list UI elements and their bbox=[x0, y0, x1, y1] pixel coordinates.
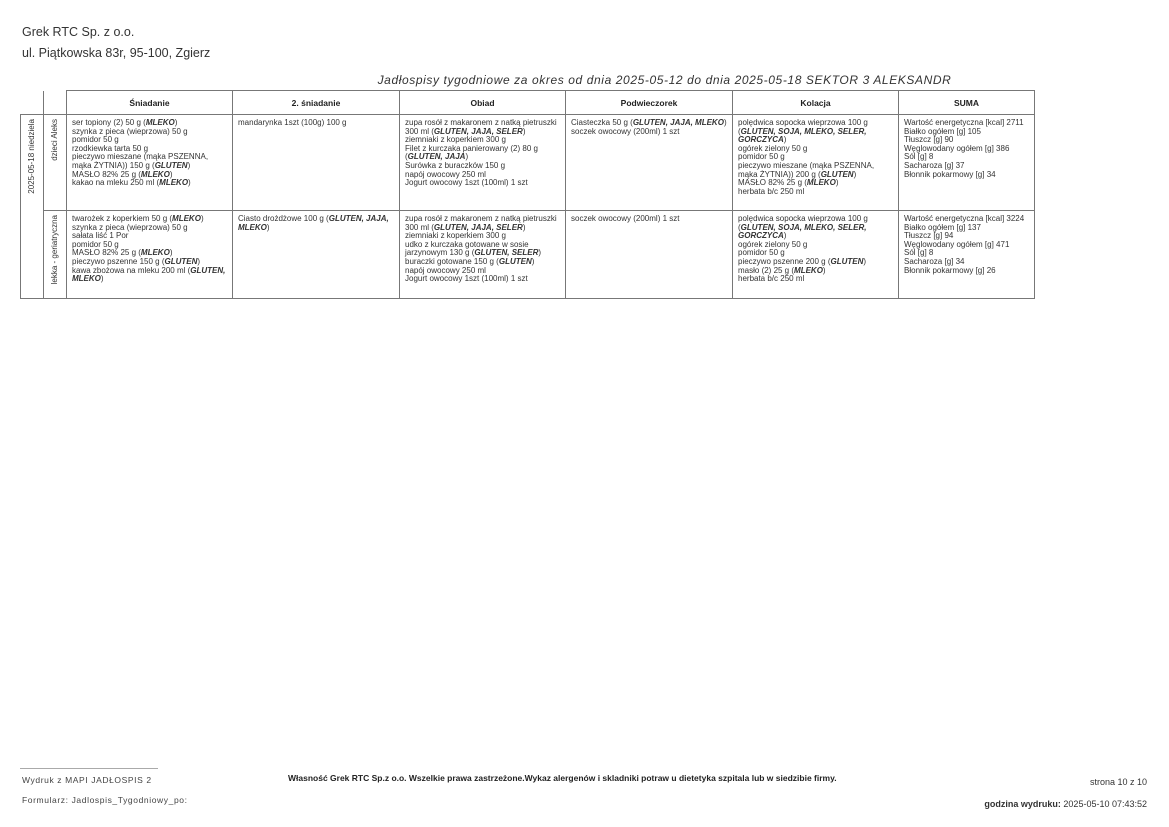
meal-cell-dinner bbox=[733, 211, 899, 299]
item-text: ser topiony (2) 50 g ( bbox=[72, 118, 146, 127]
date-cell bbox=[21, 115, 44, 299]
allergen-text: MLEKO bbox=[159, 178, 189, 188]
column-header-breakfast: Śniadanie bbox=[67, 91, 233, 115]
item-text: ) bbox=[723, 118, 727, 127]
rights-notice: Własność Grek RTC Sp.z o.o. Wszelkie prawa zastrzeżone.Wykaz alergenów i skladniki potraw u dietetyka szpitala lub w siedzibie firmy. bbox=[288, 773, 837, 783]
item-text: Sól [g] 8 bbox=[904, 248, 934, 258]
item-text: soczek owocowy (200ml) 1 szt bbox=[571, 126, 680, 136]
cell-line bbox=[405, 179, 560, 188]
item-text: rzodkiewka tarta 50 g bbox=[72, 143, 149, 153]
item-text: szynka z pieca (wieprzowa) 50 g bbox=[72, 222, 188, 232]
item-text: ) bbox=[465, 152, 469, 162]
item-text: soczek owocowy (200ml) 1 szt bbox=[571, 214, 680, 223]
meal-cell-lunch bbox=[400, 115, 566, 211]
item-text: ziemniaki z koperkiem 300 g bbox=[405, 231, 506, 241]
item-text: Błonnik pokarmowy [g] 26 bbox=[904, 265, 996, 275]
cell-line bbox=[738, 215, 893, 241]
column-header-afternoon-snack: Podwieczorek bbox=[566, 91, 733, 115]
diet-cell bbox=[44, 115, 67, 211]
meal-cell-lunch bbox=[400, 211, 566, 299]
item-text: sałata liść 1 Por bbox=[72, 231, 129, 241]
cell-line bbox=[238, 215, 394, 232]
item-text: napój owocowy 250 ml bbox=[405, 169, 486, 179]
item-text: Węglowodany ogółem [g] 471 bbox=[904, 239, 1010, 249]
allergen-text: GLUTEN, SOJA, MLEKO, SELER, GORCZYCA bbox=[738, 126, 867, 145]
page-info: strona 10 z 10 bbox=[1089, 777, 1147, 787]
allergen-text: GLUTEN bbox=[498, 256, 532, 266]
item-text: buraczki gotowane 150 g ( bbox=[405, 256, 499, 266]
company-address: ul. Piątkowska 83r, 95-100, Zgierz bbox=[22, 46, 211, 60]
item-text: Ciasto drożdżowe 100 g ( bbox=[238, 214, 329, 223]
item-text: masło (2) 25 g ( bbox=[738, 265, 795, 275]
allergen-text: GLUTEN, MLEKO bbox=[72, 265, 226, 284]
cell-line bbox=[72, 153, 227, 170]
allergen-text: GLUTEN, JAJA, SELER bbox=[433, 126, 523, 136]
table-row bbox=[21, 115, 1035, 211]
nutrition-sum-cell bbox=[899, 115, 1035, 211]
footer-left bbox=[22, 770, 188, 810]
item-text: Sacharoza [g] 37 bbox=[904, 160, 965, 170]
item-text: Sól [g] 8 bbox=[904, 152, 934, 162]
document-title bbox=[0, 73, 1169, 87]
item-text: Tłuszcz [g] 94 bbox=[904, 231, 954, 241]
item-text: Tłuszcz [g] 90 bbox=[904, 135, 954, 145]
document-title-text: Jadłospisy tygodniowe za okres od dnia 2025-05-12 do dnia 2025-05-18 SEKTOR 3 ALEKSANDR bbox=[377, 73, 952, 87]
printout-source: Wydruk z MAPI JADŁOSPIS 2 bbox=[22, 775, 152, 785]
header-blank-cell bbox=[44, 91, 67, 115]
item-text: ) bbox=[200, 214, 204, 223]
allergen-text: GLUTEN, SELER bbox=[474, 248, 539, 258]
item-text: ogórek zielony 50 g bbox=[738, 239, 808, 249]
item-text: pieczywo mieszane (mąka PSZENNA, mąka ŻYTNIA)) 200 g ( bbox=[738, 160, 875, 179]
meal-cell-afternoon-snack bbox=[566, 115, 733, 211]
item-text: ) bbox=[188, 178, 191, 188]
item-text: zupa rosół z makaronem z natką pietruszki 300 ml ( bbox=[405, 214, 557, 232]
item-text: Surówka z buraczków 150 g bbox=[405, 160, 506, 170]
allergen-text: MLEKO bbox=[145, 118, 175, 127]
allergen-text: GLUTEN bbox=[820, 169, 854, 179]
item-text: Sacharoza [g] 34 bbox=[904, 256, 965, 266]
footer-right bbox=[984, 771, 1147, 815]
company-block bbox=[22, 22, 210, 64]
item-text: Błonnik pokarmowy [g] 34 bbox=[904, 169, 996, 179]
item-text: twarożek z koperkiem 50 g ( bbox=[72, 214, 173, 223]
diet-label: dzieci Aleks bbox=[49, 119, 59, 161]
cell-line bbox=[405, 145, 560, 162]
cell-line bbox=[405, 241, 560, 258]
item-text: pieczywo pszenne 200 g ( bbox=[738, 256, 831, 266]
cell-line bbox=[571, 128, 727, 137]
item-text: ) bbox=[522, 222, 526, 232]
allergen-text: GLUTEN, JAJA, SELER bbox=[433, 222, 523, 232]
meal-cell-breakfast bbox=[67, 211, 233, 299]
cell-line bbox=[571, 215, 727, 224]
item-text: pomidor 50 g bbox=[72, 135, 119, 145]
item-text: ) bbox=[522, 126, 526, 136]
item-text: Jogurt owocowy 1szt (100ml) 1 szt bbox=[405, 178, 528, 188]
meal-cell-second-breakfast bbox=[233, 211, 400, 299]
item-text: ) bbox=[538, 248, 542, 258]
meal-cell-breakfast bbox=[67, 115, 233, 211]
print-time-label: godzina wydruku: bbox=[984, 799, 1061, 809]
footer-divider bbox=[20, 768, 158, 769]
item-text: ) bbox=[187, 160, 191, 170]
item-text: ) bbox=[853, 169, 857, 179]
item-text: udko z kurczaka gotowane w sosie jarzynowym 130 g ( bbox=[405, 239, 529, 258]
item-text: kawa zbożowa na mleku 200 ml ( bbox=[72, 265, 191, 275]
item-text: herbata b/c 250 ml bbox=[738, 186, 805, 196]
item-text: ) bbox=[531, 256, 535, 266]
table-header-row bbox=[21, 91, 1035, 115]
item-text: ) bbox=[783, 231, 787, 241]
item-text: ogórek zielony 50 g bbox=[738, 143, 808, 153]
item-text: pieczywo mieszane (mąka PSZENNA, mąka ŻYTNIA)) 150 g ( bbox=[72, 152, 209, 170]
cell-line bbox=[72, 179, 227, 188]
nutrition-sum-cell bbox=[899, 211, 1035, 299]
item-text: mandarynka 1szt (100g) 100 g bbox=[238, 118, 347, 127]
item-text: pieczywo pszenne 150 g ( bbox=[72, 256, 165, 266]
cell-line bbox=[405, 215, 560, 232]
item-text: ) bbox=[169, 169, 173, 179]
item-text: Wartość energetyczna [kcal] 3224 bbox=[904, 214, 1025, 223]
allergen-text: MLEKO bbox=[140, 169, 170, 179]
allergen-text: GLUTEN bbox=[154, 160, 188, 170]
item-text: polędwica sopocka wieprzowa 100 g ( bbox=[738, 118, 868, 136]
print-time-value: 2025-05-10 07:43:52 bbox=[1063, 799, 1147, 809]
item-text: Węglowodany ogółem [g] 386 bbox=[904, 143, 1010, 153]
allergen-text: MLEKO bbox=[140, 248, 170, 258]
allergen-text: GLUTEN, JAJA, MLEKO bbox=[632, 118, 724, 127]
cell-line bbox=[405, 275, 560, 284]
item-text: ) bbox=[783, 135, 787, 145]
item-text: pomidor 50 g bbox=[72, 239, 119, 249]
column-header-second-breakfast: 2. śniadanie bbox=[233, 91, 400, 115]
diet-label: lekka - geriatryczna bbox=[49, 215, 59, 285]
item-text: Ciasteczka 50 g ( bbox=[571, 118, 633, 127]
item-text: kakao na mleku 250 ml ( bbox=[72, 178, 160, 188]
allergen-text: GLUTEN, SOJA, MLEKO, SELER, GORCZYCA bbox=[738, 222, 867, 241]
cell-line bbox=[238, 119, 394, 128]
item-text: herbata b/c 250 ml bbox=[738, 274, 805, 284]
meal-cell-afternoon-snack bbox=[566, 211, 733, 299]
item-text: ) bbox=[266, 222, 270, 232]
column-header-sum: SUMA bbox=[899, 91, 1035, 115]
item-text: ) bbox=[169, 248, 173, 258]
cell-line bbox=[738, 275, 893, 284]
item-text: pomidor 50 g bbox=[738, 248, 785, 258]
item-text: Filet z kurczaka panierowany (2) 80 g ( bbox=[405, 143, 538, 162]
allergen-text: MLEKO bbox=[806, 178, 836, 188]
diet-cell bbox=[44, 211, 67, 299]
item-text: ziemniaki z koperkiem 300 g bbox=[405, 135, 506, 145]
item-text: napój owocowy 250 ml bbox=[405, 265, 486, 275]
item-text: ) bbox=[174, 118, 178, 127]
weekly-menu-table bbox=[20, 90, 1035, 299]
item-text: ) bbox=[863, 256, 867, 266]
allergen-text: MLEKO bbox=[794, 265, 823, 275]
form-name: Formularz: Jadlospis_Tygodniowy_po: bbox=[22, 795, 188, 805]
allergen-text: GLUTEN bbox=[830, 256, 864, 266]
item-text: ) bbox=[197, 256, 201, 266]
date-label: 2025-05-18 niedziela bbox=[26, 119, 36, 194]
allergen-text: GLUTEN, JAJA, MLEKO bbox=[238, 214, 389, 232]
item-text: MASŁO 82% 25 g ( bbox=[738, 178, 807, 188]
item-text: ) bbox=[835, 178, 839, 188]
allergen-text: MLEKO bbox=[172, 214, 201, 223]
column-header-lunch: Obiad bbox=[400, 91, 566, 115]
cell-line bbox=[738, 119, 893, 145]
item-text: Białko ogółem [g] 137 bbox=[904, 222, 981, 232]
allergen-text: GLUTEN, JAJA bbox=[407, 152, 466, 162]
item-text: polędwica sopocka wieprzowa 100 g ( bbox=[738, 214, 868, 232]
item-text: ) bbox=[100, 274, 104, 284]
header-blank-cell bbox=[21, 91, 44, 115]
company-name: Grek RTC Sp. z o.o. bbox=[22, 25, 135, 39]
cell-line bbox=[904, 171, 1029, 180]
item-text: szynka z pieca (wieprzowa) 50 g bbox=[72, 126, 188, 136]
column-header-dinner: Kolacja bbox=[733, 91, 899, 115]
item-text: Wartość energetyczna [kcal] 2711 bbox=[904, 118, 1024, 127]
item-text: pomidor 50 g bbox=[738, 152, 785, 162]
cell-line bbox=[738, 162, 893, 179]
item-text: zupa rosół z makaronem z natką pietruszki 300 ml ( bbox=[405, 118, 557, 136]
meal-cell-second-breakfast bbox=[233, 115, 400, 211]
meal-cell-dinner bbox=[733, 115, 899, 211]
item-text: MASŁO 82% 25 g ( bbox=[72, 169, 141, 179]
item-text: Białko ogółem [g] 105 bbox=[904, 126, 981, 136]
item-text: MASŁO 82% 25 g ( bbox=[72, 248, 141, 258]
table-row bbox=[21, 211, 1035, 299]
item-text: Jogurt owocowy 1szt (100ml) 1 szt bbox=[405, 274, 528, 284]
item-text: ) bbox=[822, 265, 826, 275]
allergen-text: GLUTEN bbox=[164, 256, 198, 266]
cell-line bbox=[738, 188, 893, 197]
cell-line bbox=[72, 267, 227, 284]
cell-line bbox=[405, 119, 560, 136]
print-time bbox=[984, 793, 1147, 815]
cell-line bbox=[904, 267, 1029, 276]
